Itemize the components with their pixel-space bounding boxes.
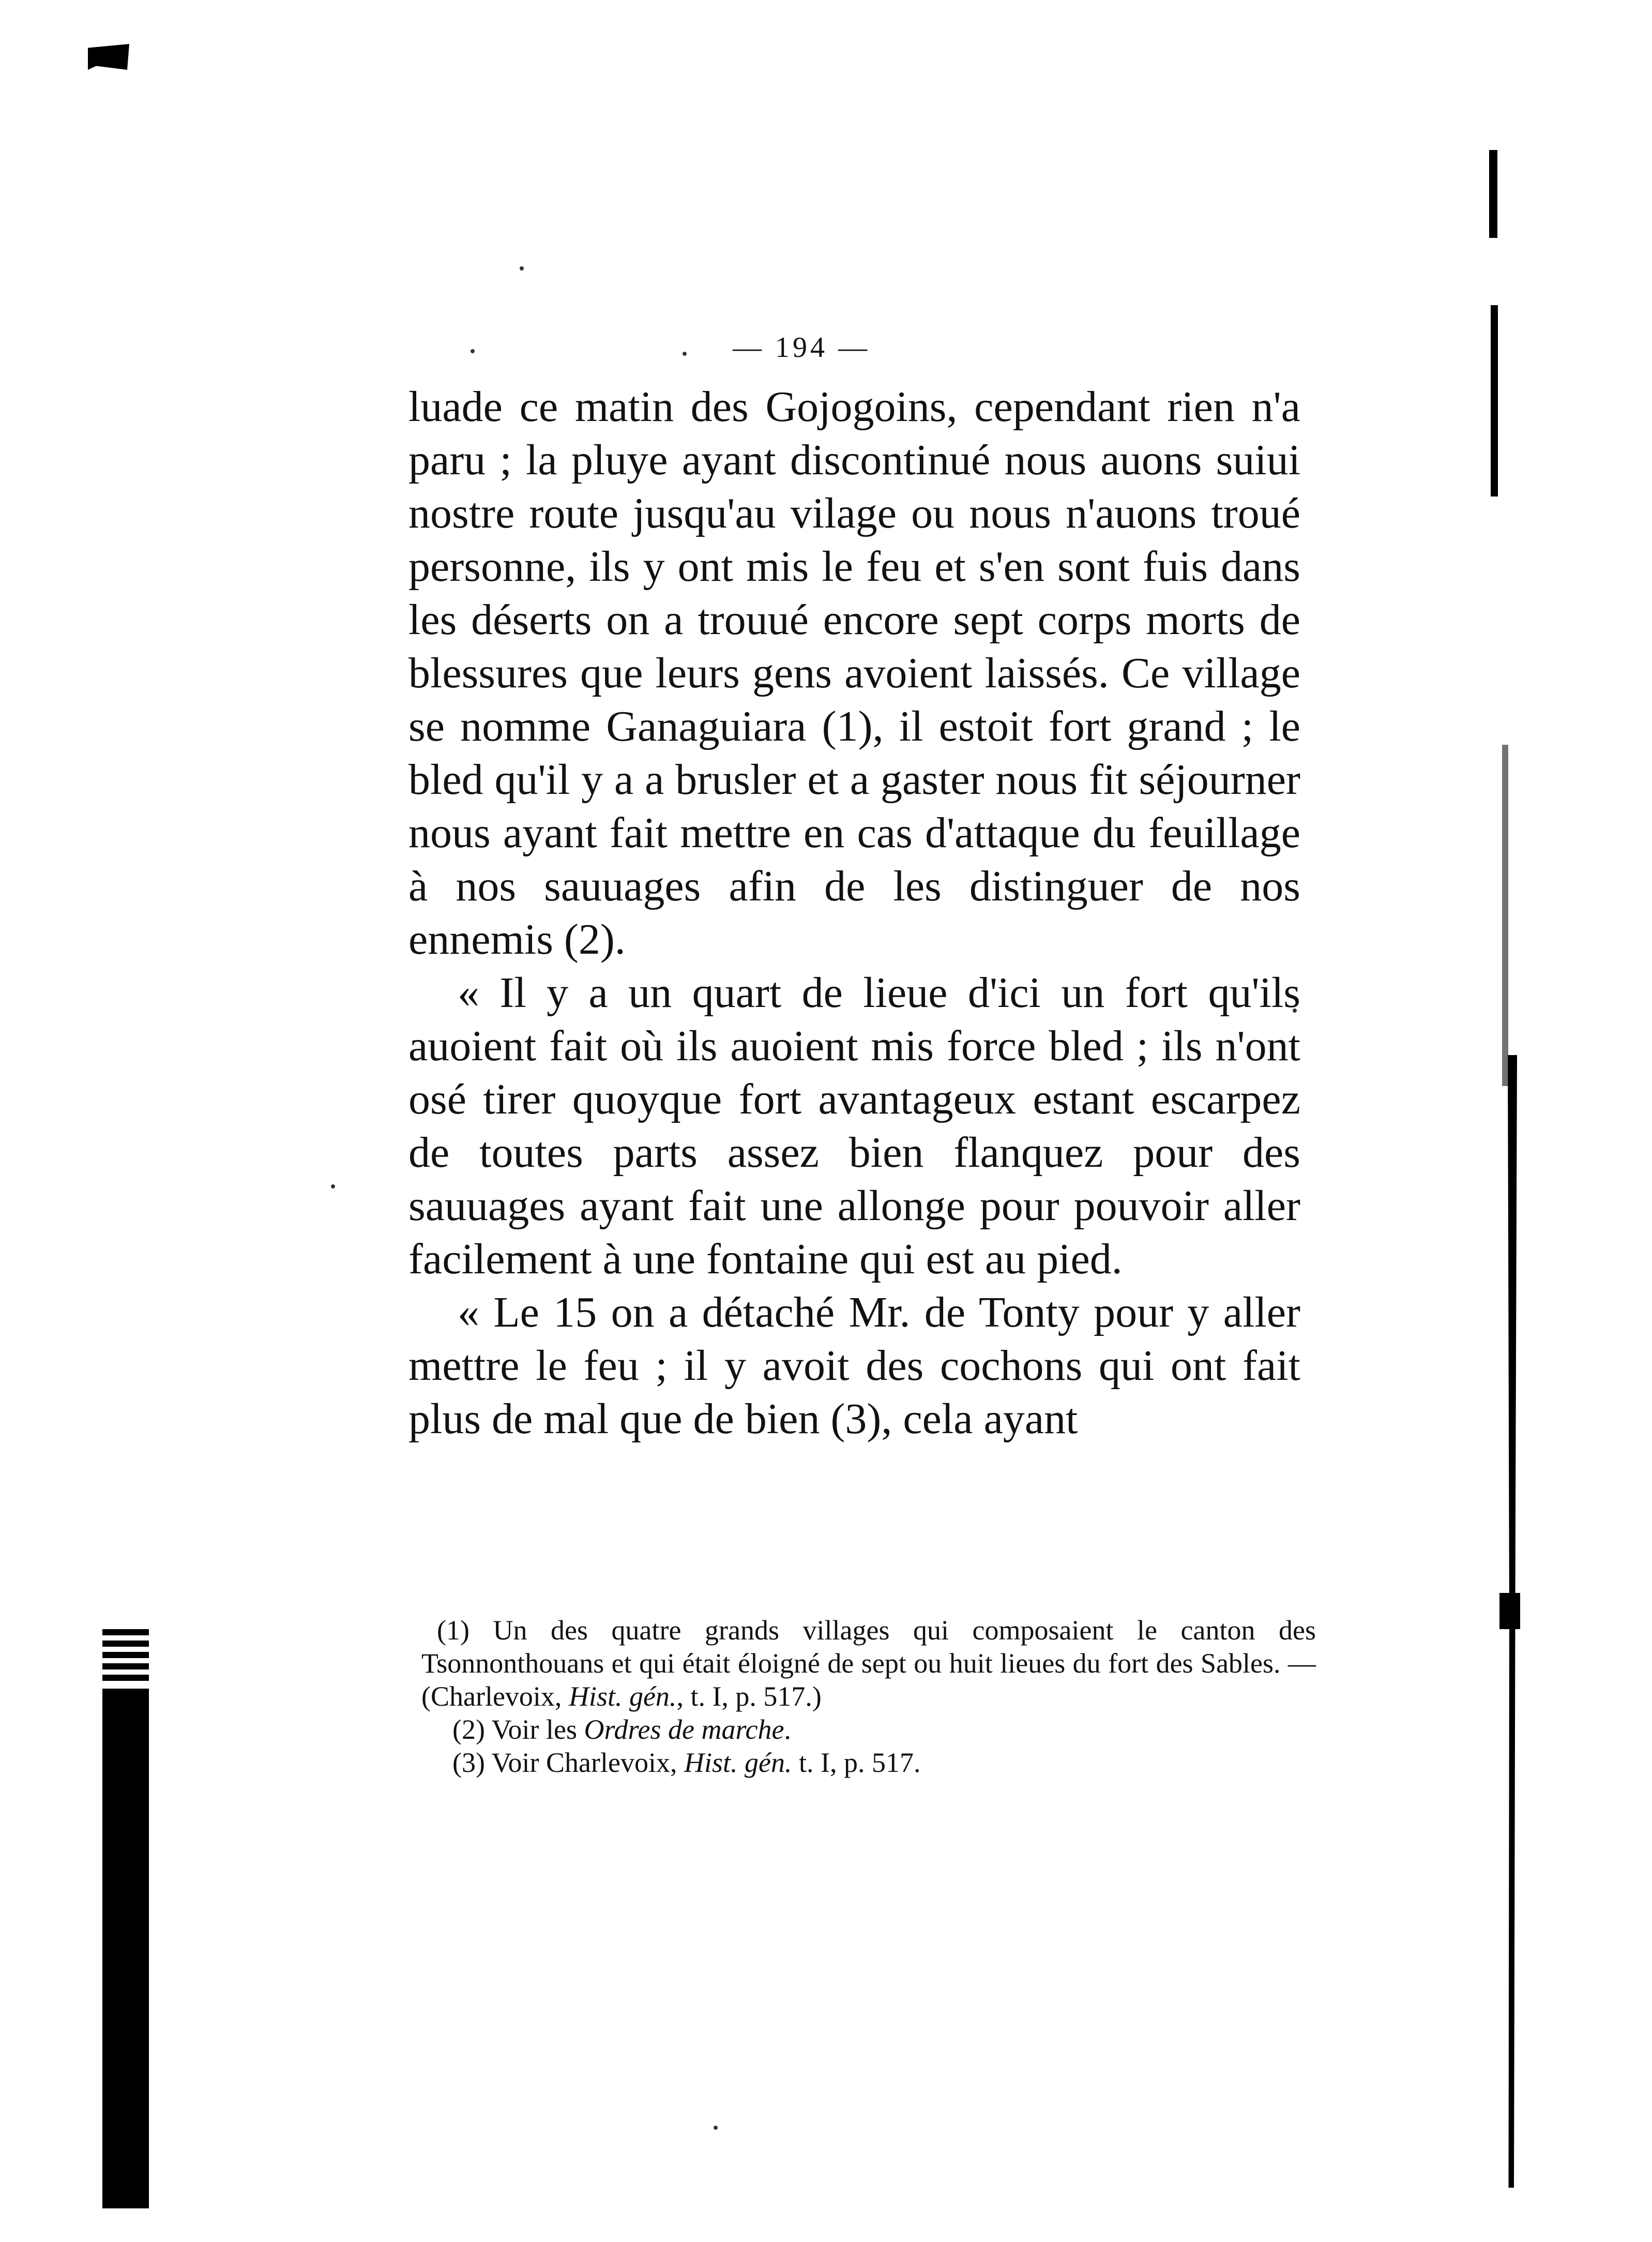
scan-speck [331, 1184, 335, 1188]
footnotes [421, 1614, 1316, 1779]
scan-right-edge [1499, 1593, 1520, 1629]
footnote-text: , t. I, p. 517.) [676, 1681, 822, 1712]
scan-speck [520, 266, 524, 270]
scan-speck [714, 2126, 718, 2130]
scan-left-stripes [102, 1629, 149, 1686]
footnote-text: Voir Charlevoix, [484, 1747, 684, 1778]
footnote-text: Un des quatre grands villages qui composaient le canton des Tsonnonthouans et qui était éloigné de sept ou huit lieues du fort des Sables. — (Charlevoix, [421, 1615, 1316, 1712]
scan-right-edge [1491, 305, 1498, 496]
footnote-citation: Hist. gén. [568, 1681, 677, 1712]
footnote-text: Voir les [484, 1714, 584, 1745]
paragraph: « Il y a un quart de lieue d'ici un fort qu'ils auoient fait où ils auoient mis force bled ; ils n'ont osé tirer quoyque fort avantageux estant escarpez de toutes parts assez bien flanquez pour des sauuages ayant fait une allonge pour pouvoir aller facilement à une fontaine qui est au pied. [408, 969, 1300, 1283]
footnote [421, 1746, 1316, 1779]
scan-right-edge [1489, 150, 1497, 238]
footnote [421, 1713, 1316, 1746]
paragraph: « Le 15 on a détaché Mr. de Tonty pour y aller mettre le feu ; il y avoit des cochons qui ont fait plus de mal que de bien (3), cela ayant [408, 1288, 1300, 1443]
footnote-citation: Ordres de marche [584, 1714, 784, 1745]
scan-corner-mark [88, 44, 129, 70]
footnote-text: t. I, p. 517. [792, 1747, 921, 1778]
paragraph: luade ce matin des Gojogoins, cependant rien n'a paru ; la pluye ayant discontinué nous auons suiui nostre route jusqu'au vilage ou nous n'auons troué personne, ils y ont mis le feu et s'en sont fuis dans les déserts on a trouué encore sept corps morts de blessures que leurs gens avoient laissés. Ce village se nomme Ganaguiara (1), il estoit fort grand ; le bled qu'il y a a brusler et a gaster nous fit séjourner nous ayant fait mettre en cas d'attaque du feuillage à nos sauuages afin de les distinguer de nos ennemis (2). [408, 383, 1300, 964]
footnote-number: (2) [452, 1714, 485, 1745]
footnote-number: (3) [452, 1747, 485, 1778]
scan-speck [471, 349, 475, 353]
footnote-text: . [784, 1714, 791, 1745]
footnote-citation: Hist. gén. [684, 1747, 792, 1778]
page-number: — 194 — [733, 332, 870, 364]
scan-left-bar [102, 1689, 149, 2208]
footnote [421, 1614, 1316, 1713]
footnote-number: (1) [437, 1615, 469, 1646]
scan-right-edge [1502, 745, 1508, 1086]
body-text [408, 380, 1300, 1446]
